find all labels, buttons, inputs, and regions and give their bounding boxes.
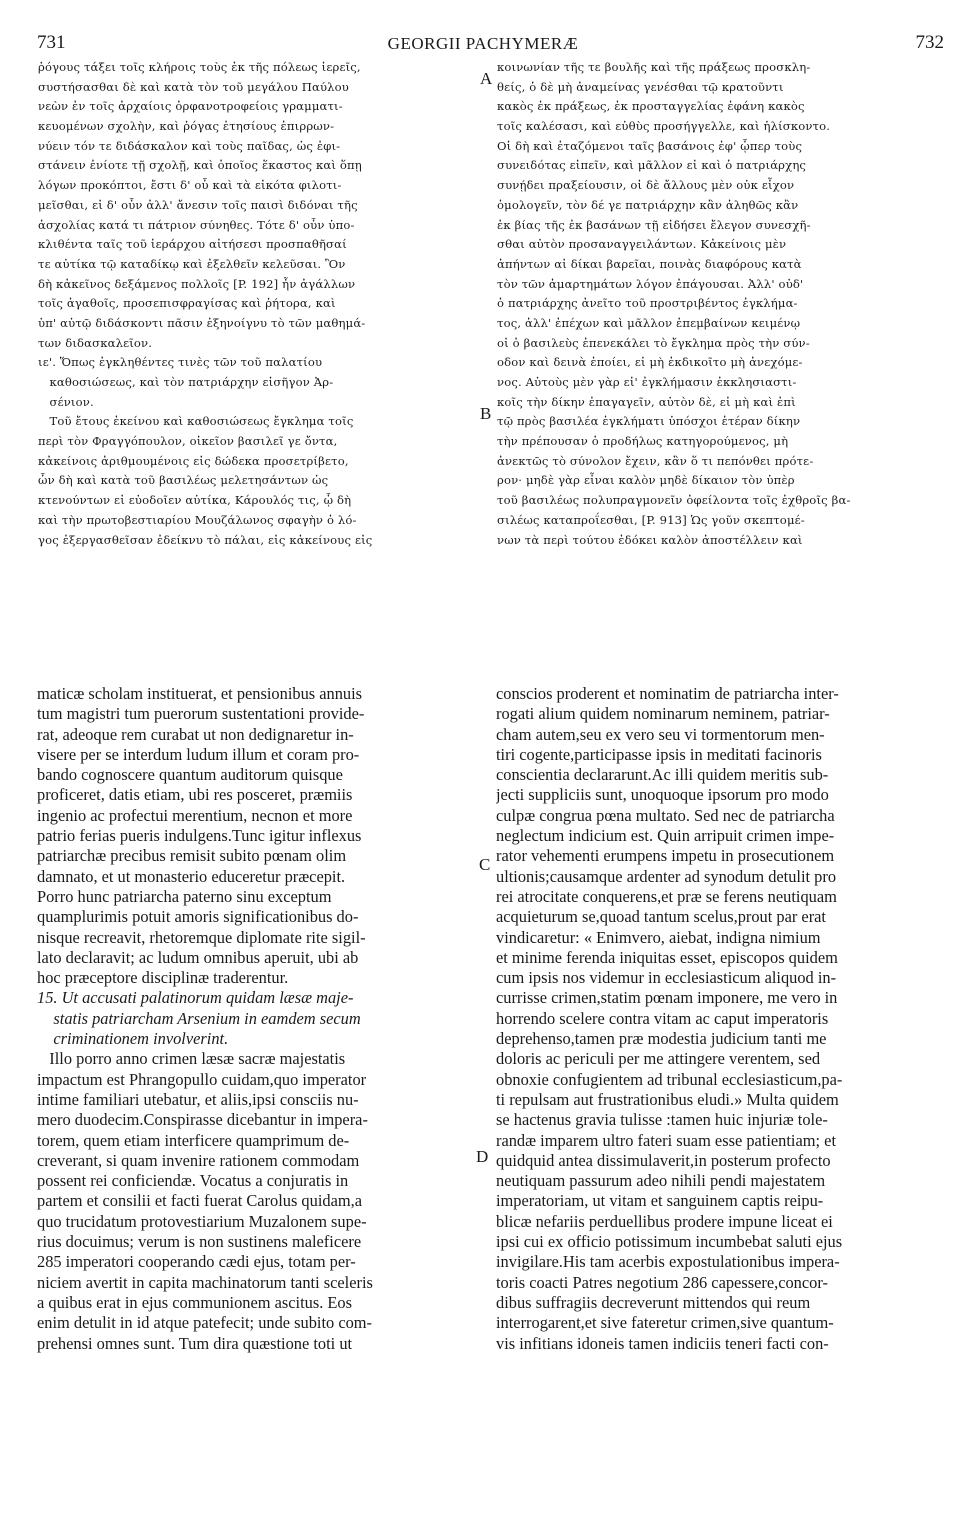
text-line: Τοῦ ἔτους ἐκείνου καὶ καθοσιώσεως ἔγκλημα τοῖς bbox=[38, 414, 354, 429]
page-number-right: 732 bbox=[915, 32, 944, 53]
text-line: ρον· μηδὲ γὰρ εἶναι καλὸν μηδὲ δίκαιον τὸν ὑπὲρ bbox=[497, 473, 795, 488]
text-line: σιλέως καταπροΐεσθαι, [P. 913] Ὡς γοῦν σκεπτομέ- bbox=[497, 512, 805, 527]
text-line: rat, adeoque rem curabat ut non dedignaretur in- bbox=[37, 724, 354, 744]
text-line: conscios proderent et nominatim de patriarcha inter- bbox=[496, 684, 839, 703]
margin-marker-c: C bbox=[479, 855, 491, 874]
greek-column-right bbox=[497, 58, 942, 550]
text-line: ἀσχολίας κατά τι πάτριον σύνηθες. Τότε δ' οὖν ὑπο- bbox=[38, 217, 355, 232]
text-line: οδον καὶ δεινὰ ἐποίει, εἰ μὴ ἐκδικοῖτο μὴ ἀνεχόμε- bbox=[497, 355, 803, 370]
text-line: a quibus erat in ejus communionem ascitus. Eos bbox=[37, 1292, 353, 1312]
text-line: rius docuimus; verum is non sustinens maleficere bbox=[37, 1232, 362, 1252]
text-line: visere per se interdum ludum illum et coram pro- bbox=[37, 744, 360, 764]
text-line: possent rei conficiendæ. Vocatus a conjuratis in bbox=[37, 1171, 349, 1191]
text-line: se hactenus gravia tulisse :tamen huic injuriæ tole- bbox=[496, 1110, 828, 1130]
text-line: bando cognoscere quantum auditorum quisque bbox=[37, 765, 343, 785]
text-line: nisque recreavit, rhetoremque diplomate rite sigil- bbox=[37, 927, 366, 947]
text-line: συστήσασθαι δὲ καὶ κατὰ τὸν τοῦ μεγάλου Παύλου bbox=[38, 79, 350, 94]
text-line: τὴν πρέπουσαν ὁ προδήλως κατηγορούμενος, μὴ bbox=[497, 434, 789, 449]
text-line: ὁ πατριάρχης ἀνεῖτο τοῦ προστριβέντος ἐγκλήμα- bbox=[497, 296, 798, 311]
text-line: τῷ πρὸς βασιλέα ἐγκλήματι ὑπόσχοι ἑτέραν δίκην bbox=[497, 414, 801, 429]
text-line: quo trucidatum protovestiarium Muzalonem supe- bbox=[37, 1211, 367, 1231]
text-line: interrogarent,et sive fateretur crimen,sive quantum- bbox=[496, 1313, 834, 1333]
text-line: σένιον. bbox=[38, 394, 94, 409]
text-line: τε αὐτίκα τῷ καταδίκῳ καὶ ἐξελθεῖν κελεῦσαι. Ὃν bbox=[38, 256, 346, 271]
text-line: quamplurimis potuit amoris significationibus do- bbox=[37, 907, 359, 927]
text-line: τοῖς ἀγαθοῖς, προσεπισφραγίσας καὶ ῥήτορα, καὶ bbox=[38, 296, 336, 311]
text-line: τοῖς καλέσασι, καὶ εὐθὺς προσήγγελλε, καὶ ἡλίσκοντο. bbox=[497, 119, 831, 134]
text-line: obnoxie confugientem ad tribunal ecclesiasticum,pa- bbox=[496, 1069, 843, 1089]
text-line: των διδασκαλεῖον. bbox=[38, 335, 153, 350]
text-line: Οἱ δὴ καὶ ἐταζόμενοι ταῖς βασάνοις ἐφ' ᾧπερ τοὺς bbox=[497, 138, 803, 153]
text-line: ultionis;causamque ardenter ad synodum detulit pro bbox=[496, 866, 837, 886]
text-line: tiri cogente,participasse ipsis in meditati facinoris bbox=[496, 744, 822, 764]
text-line: ἀπήντων αἱ δίκαι βαρεῖαι, ποινὰς διαφόρους κατὰ bbox=[497, 256, 802, 271]
text-line: damnato, et ut monasterio educeretur præcepit. bbox=[37, 866, 346, 886]
text-line: rogati alium quidem nominarum neminem, patriar- bbox=[496, 704, 830, 724]
text-line: Porro hunc patriarcha paterno sinu exceptum bbox=[37, 886, 332, 906]
running-head: GEORGII PACHYMERÆ bbox=[387, 34, 579, 53]
text-line: neglectum indicium est. Quin arripuit crimen impe- bbox=[496, 826, 835, 846]
text-line: ἐκ βίας τῆς ἐκ βασάνων τῇ εἰδήσει ἔλεγον συνεσχῆ- bbox=[497, 217, 811, 232]
text-line: καὶ τὴν πρωτοβεστιαρίου Μουζάλωνος σφαγὴν ὁ λό- bbox=[38, 512, 357, 527]
text-line: κοῖς τὴν δίκην ἐπαγαγεῖν, αὐτὸν δὲ, εἰ μὴ καὶ ἐπὶ bbox=[497, 394, 796, 409]
text-line: intime familiari utebatur, et aliis,ipsi consciis nu- bbox=[37, 1089, 359, 1109]
greek-column-left bbox=[38, 58, 476, 550]
text-line: prehensi omnes sunt. Tum dira quæstione toti ut bbox=[37, 1333, 353, 1353]
text-line: blicæ nefariis perduellibus prodere impune liceat ei bbox=[496, 1211, 833, 1231]
text-line: Illo porro anno crimen læsæ sacræ majestatis bbox=[37, 1049, 346, 1069]
text-line: τὸν τῶν ἁμαρτημάτων λόγον ἐπάγουσαι. Ἀλλ' οὐδ' bbox=[497, 276, 804, 291]
latin-column-right bbox=[496, 684, 943, 1354]
text-line: vindicaretur: « Enimvero, aiebat, indigna nimium bbox=[496, 927, 821, 947]
text-line: cham autem,seu ex vero seu vi tormentorum men- bbox=[496, 724, 825, 744]
text-line: 285 imperatori cooperando cædi ejus, totam per- bbox=[37, 1252, 356, 1272]
text-line: τος, ἀλλ' ἐπέχων καὶ μᾶλλον ἐπεμβαίνων κειμένῳ bbox=[497, 315, 801, 330]
text-line: νεὼν ἐν τοῖς ἀρχαίοις ὀρφανοτροφείοις γραμματι- bbox=[38, 99, 343, 114]
text-line: τοῦ βασιλέως πολυπραγμονεῖν ὀφείλοντα τοῖς ἐχθροῖς βα- bbox=[497, 493, 851, 508]
text-line: criminationem involverint. bbox=[37, 1029, 229, 1049]
text-line: tum magistri tum puerorum sustentationi provide- bbox=[37, 704, 365, 724]
text-line: rei atrocitate conquerens,et præ se ferens neutiquam bbox=[496, 886, 837, 906]
text-line: et minime ferenda iniquitas esset, episcopos quidem bbox=[496, 947, 838, 967]
text-line: hoc præceptore disciplinæ traderentur. bbox=[37, 968, 289, 988]
text-line: creverant, si quam invenire rationem commodam bbox=[37, 1150, 360, 1170]
text-line: 15. Ut accusati palatinorum quidam læsæ maje- bbox=[37, 988, 354, 1008]
text-line: κτενούντων εἰ εὐοδοῖεν αὐτίκα, Κάρουλός τις, ᾧ δὴ bbox=[38, 493, 352, 508]
text-line: enim detulit in id atque patefecit; unde subito com- bbox=[37, 1313, 373, 1333]
text-line: randæ imparem ultro fateri suam esse patientiam; et bbox=[496, 1130, 836, 1150]
text-line: impactum est Phrangopullo cuidam,quo imperator bbox=[37, 1069, 367, 1089]
text-line: jecti suppliciis sunt, unoquoque ipsorum pro modo bbox=[496, 785, 829, 805]
text-line: culpæ congrua pœna multato. Sed nec de patriarcha bbox=[496, 805, 835, 825]
text-line: συνῄδει πραξείουσιν, οἱ δὲ ἄλλους μὲν οὐκ εἶχον bbox=[497, 178, 795, 193]
text-line: horrendo scelere contra vitam ac caput imperatoris bbox=[496, 1008, 829, 1028]
text-line: ῥόγους τάξει τοῖς κλήροις τοὺς ἐκ τῆς πόλεως ἱερεῖς, bbox=[38, 60, 361, 74]
text-line: neutiquam passurum adeo nihili pendi majestatem bbox=[496, 1171, 826, 1191]
text-line: γος ἐξεργασθεῖσαν ἐδείκνυ τὸ πάλαι, εἰς κἀκείνους εἰς bbox=[38, 532, 373, 547]
text-line: acquieturum se,quoad tantum scelus,prout par erat bbox=[496, 907, 826, 927]
text-line: dibus suffragiis decreverunt mittendos qui reum bbox=[496, 1292, 811, 1312]
text-line: quidquid antea dissimulaverit,in posterum profecto bbox=[496, 1150, 831, 1170]
text-line: κοινωνίαν τῆς τε βουλῆς καὶ τῆς πράξεως προσκλη- bbox=[497, 60, 811, 74]
text-line: ipsi cui ex officio potissimum incumbebat saluti ejus bbox=[496, 1232, 843, 1252]
text-line: κλιθέντα ταῖς τοῦ ἱεράρχου αἰτήσεσι προσπαθῆσαί bbox=[38, 237, 347, 252]
text-line: conscientia declararunt.Ac illi quidem meritis sub- bbox=[496, 765, 829, 785]
text-line: θείς, ὁ δὲ μὴ ἀναμείνας γενέσθαι τῷ κρατοῦντι bbox=[497, 79, 784, 94]
text-line: λόγων προκόπτοι, ἔστι δ' οὗ καὶ τὰ εἰκότα φιλοτι- bbox=[38, 178, 342, 193]
text-line: ὁμολογεῖν, τὸν δέ γε πατριάρχην κἂν ἀληθῶς κἂν bbox=[497, 197, 799, 212]
text-line: στάνειν ἐνίοτε τῇ σχολῇ, καὶ ὁποῖος ἕκαστος καὶ ὅπῃ bbox=[38, 158, 362, 173]
text-line: toris coacti Patres negotium 286 capessere,concor- bbox=[496, 1272, 828, 1292]
text-line: οἱ ὁ βασιλεὺς ἐπενεκάλει τὸ ἔγκλημα πρὸς τὴν σύν- bbox=[497, 335, 810, 350]
text-line: lato declaravit; ac ludum omnibus aperuit, ubi ab bbox=[37, 947, 359, 967]
text-line: mero duodecim.Conspirasse dicebantur in impera- bbox=[37, 1110, 368, 1130]
text-line: patrio ferias pueris indulgens.Tunc igitur inflexus bbox=[37, 826, 362, 846]
text-line: ιε'. Ὅπως ἐγκληθέντες τινὲς τῶν τοῦ παλατίου bbox=[38, 355, 323, 370]
text-line: doloris ac periculi per me attingere verentem, sed bbox=[496, 1049, 821, 1069]
text-line: deprehenso,tamen præ modestia judicium tanti me bbox=[496, 1029, 827, 1049]
text-line: ti repulsam aut frustrationibus eludi.» Multa quidem bbox=[496, 1089, 839, 1109]
text-line: rator vehementi erumpens impetu in prosecutionem bbox=[496, 846, 835, 866]
text-line: νος. Αὐτοὺς μὲν γὰρ εἰ' ἐγκλήμασιν ἐκκλησιαστι- bbox=[497, 375, 797, 389]
text-line: ὑπ' αὐτῷ διδάσκοντι πᾶσιν ἐξηνοίγνυ τὸ τῶν μαθημά- bbox=[38, 315, 366, 330]
text-line: κακὸς ἐκ πράξεως, ἐκ προσταγγελίας ἐφάνη κακὸς bbox=[497, 99, 805, 114]
text-line: κἀκείνοις ἀριθμουμένοις εἰς δώδεκα προσετρίβετο, bbox=[38, 453, 349, 468]
text-line: invigilare.His tam acerbis expostulationibus impera- bbox=[496, 1252, 840, 1272]
text-line: μεῖσθαι, εἰ δ' οὖν ἀλλ' ἄνεσιν τοῖς παισὶ διδόναι τῆς bbox=[38, 197, 358, 212]
text-line: κευομένων σχολὴν, καὶ ῥόγας ἐτησίους ἐπιρρων- bbox=[38, 119, 335, 134]
text-line: torem, quem etiam interficere quamprimum de- bbox=[37, 1130, 350, 1150]
text-line: proficeret, datis etiam, ubi res posceret, præmiis bbox=[37, 785, 353, 805]
text-line: patriarchæ precibus remisit subito pœnam olim bbox=[37, 846, 347, 866]
text-line: statis patriarcham Arsenium in eamdem secum bbox=[37, 1008, 361, 1028]
text-line: ἀνεκτῶς τὸ σύνολον ἔχειν, κἂν ὅ τι πεπόνθει πρότε- bbox=[497, 453, 814, 468]
text-line: ὧν δὴ καὶ κατὰ τοῦ βασιλέως μελετησάντων ὡς bbox=[38, 473, 329, 488]
text-line: νων τὰ περὶ τούτου ἐδόκει καλὸν ἀποστέλλειν καὶ bbox=[497, 532, 803, 547]
text-line: currisse crimen,statim pœnam imponere, me vero in bbox=[496, 988, 838, 1008]
text-line: vis infitians idoneis tamen indiciis teneri facti con- bbox=[496, 1333, 829, 1353]
margin-marker-b: B bbox=[480, 404, 492, 423]
page-number-left: 731 bbox=[37, 32, 66, 53]
text-line: περὶ τὸν Φραγγόπουλον, οἰκεῖον βασιλεῖ γε ὄντα, bbox=[38, 434, 338, 449]
text-line: cum ipsis nos videmur in ecclesiasticum aliquod in- bbox=[496, 968, 837, 988]
margin-marker-d: D bbox=[476, 1147, 489, 1166]
text-line: imperatoriam, ut vitam et sanguinem captis reipu- bbox=[496, 1191, 824, 1211]
margin-marker-a: A bbox=[480, 69, 493, 88]
text-line: καθοσιώσεως, καὶ τὸν πατριάρχην εἰσῆγον Ἀρ- bbox=[38, 375, 334, 389]
text-line: maticæ scholam instituerat, et pensionibus annuis bbox=[37, 684, 363, 703]
text-line: ingenio ac profectui merentium, necnon et more bbox=[37, 805, 353, 825]
text-line: σθαι αὐτὸν προσαναγγειλάντων. Κἀκείνοις μὲν bbox=[497, 237, 787, 252]
text-line: συνειδότας εἰπεῖν, καὶ μᾶλλον εἰ καὶ ὁ πατριάρχης bbox=[497, 158, 807, 173]
text-line: δὴ κἀκεῖνος δεξάμενος πολλοῖς [P. 192] ἦν ἀγάλλων bbox=[38, 276, 356, 291]
latin-column-left bbox=[37, 684, 477, 1354]
text-line: niciem avertit in capita machinatorum tanti sceleris bbox=[37, 1272, 373, 1292]
text-line: νύειν τόν τε διδάσκαλον καὶ τοὺς παῖδας, ὡς ἐφι- bbox=[38, 138, 341, 153]
text-line: partem et consilii et facti fuerat Carolus quidam,a bbox=[37, 1191, 362, 1211]
